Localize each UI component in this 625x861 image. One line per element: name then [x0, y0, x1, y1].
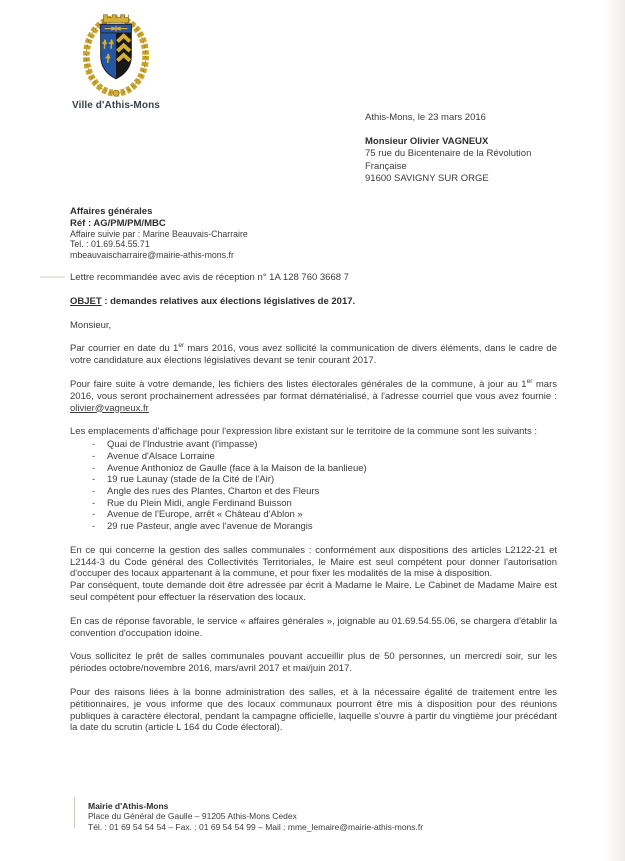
list-item — [70, 463, 557, 475]
footer-contact: Tél. : 01 69 54 54 54 – Fax. : 01 69 54 54 99 – Mail : mme_lemaire@mairie-athis-mons.fr — [88, 821, 424, 832]
subject-label: OBJET — [70, 295, 102, 307]
recipient-address-line: Française — [365, 160, 407, 172]
date-recipient-block — [365, 112, 531, 186]
sender-block — [70, 206, 248, 260]
locations-list — [70, 439, 557, 533]
list-item — [70, 498, 557, 510]
list-item — [70, 521, 557, 533]
recipient-address-line: 91600 SAVIGNY SUR ORGE — [365, 173, 489, 184]
location-text: 19 rue Launay (stade de la Cité de l'Air) — [107, 474, 275, 486]
superscript: er — [526, 377, 533, 385]
footer-address: Place du Général de Gaulle – 91205 Athis-Mons Cedex — [88, 811, 297, 822]
subject-text: : demandes relatives aux élections législatives de 2017. — [101, 295, 356, 307]
location-text: 29 rue Pasteur, angle avec l'avenue de Morangis — [107, 521, 313, 533]
location-text: Rue du Plein Midi, angle Ferdinand Buisson — [107, 497, 292, 509]
sender-contact-name: Affaire suivie par : Marine Beauvais-Charraire — [70, 229, 248, 239]
list-dash: - — [92, 462, 96, 474]
list-dash: - — [92, 497, 96, 509]
sender-email: mbeauvaischarraire@mairie-athis-mons.fr — [70, 249, 234, 260]
location-text: Avenue de l'Europe, arrêt « Château d'Ablon » — [107, 509, 303, 521]
footer-name: Mairie d'Athis-Mons — [88, 801, 169, 811]
scan-artifact-line — [74, 797, 75, 828]
list-dash: - — [92, 485, 96, 497]
list-item — [70, 451, 557, 463]
sender-phone: Tel. : 01.69.54.55.71 — [70, 239, 150, 250]
paragraph-courrier: Par courrier en date du 1er mars 2016, vous avez sollicité la communication de divers éléments, dans le cadre de votre candidature aux élections législatives devant se tenir courant 2017. — [70, 342, 557, 367]
list-item — [70, 509, 557, 521]
salutation: Monsieur, — [70, 319, 112, 331]
superscript: er — [178, 342, 185, 350]
coat-of-arms-icon — [79, 8, 153, 98]
date-line: Athis-Mons, le 23 mars 2016 — [365, 112, 486, 123]
recipient-address-line: 75 rue du Bicentenaire de la Révolution — [365, 148, 532, 159]
list-item — [70, 486, 557, 498]
sender-reference: Réf : AG/PM/PM/MBC — [70, 217, 166, 229]
paragraph-pret-salles: Vous sollicitez le prêt de salles communales pouvant accueillir plus de 50 personnes, un mercredi soir, sur les périodes octobre/novembre 2016, mars/avril 2017 et mai/juin 2017. — [70, 651, 557, 675]
list-item — [70, 474, 557, 486]
recipient-block — [365, 136, 531, 186]
paragraph-campagne: Pour des raisons liées à la bonne administration des salles, et à la nécessaire égalité de traitement entre les pétitionnaires, je vous informe que des locaux communaux pourront être mis à disposition pour des réunions publiques à caractère électoral, pendant la campagne officielle, laquelle s'ouvre à partir du vingtième jour précédant la date du scrutin (article L 164 du Code électoral). — [70, 686, 557, 734]
registered-mail-line: Lettre recommandée avec avis de réception n° 1A 128 760 3668 7 — [70, 272, 349, 283]
list-dash: - — [92, 439, 96, 451]
list-dash: - — [92, 509, 96, 521]
city-name: Ville d'Athis-Mons — [72, 100, 160, 111]
letter-footer — [88, 801, 423, 832]
list-dash: - — [92, 450, 96, 462]
scan-artifact-smudge — [40, 276, 65, 278]
location-text: Avenue Anthonioz de Gaulle (face à la Maison de la banlieue) — [107, 462, 367, 474]
paragraph-reponse-favorable: En cas de réponse favorable, le service « affaires générales », joignable au 01.69.54.55.06, se chargera d'établir la convention d'occupation idoine. — [70, 615, 557, 639]
list-dash: - — [92, 474, 96, 486]
location-text: Angle des rues des Plantes, Charton et des Fleurs — [107, 485, 320, 497]
recipient-email-link[interactable]: olivier@vagneux.fr — [70, 402, 149, 414]
subject-line — [70, 296, 557, 308]
paragraph-salles: En ce qui concerne la gestion des salles communales : conformément aux dispositions des articles L2122-21 et L2144-3 du Code général des Collectivités Territoriales, le Maire est seul compétent pour donner l'autorisation d'occuper des locaux appartenant à la commune, et pour fixer les modalités de la mise à disposition. Par conséquent, toute demande doit être adressée par écrit à Madame le Maire. Le Cabinet de Madame Maire est seul compétent pour effectuer la réservation des locaux. — [70, 544, 557, 603]
recipient-name: Monsieur Olivier VAGNEUX — [365, 135, 489, 147]
location-text: Quai de l'Industrie avant (l'impasse) — [107, 439, 258, 451]
location-text: Avenue d'Alsace Lorraine — [107, 450, 215, 462]
list-dash: - — [92, 521, 96, 533]
city-logo-block — [62, 8, 170, 111]
paragraph-fichiers: Pour faire suite à votre demande, les fichiers des listes électorales générales de la commune, à jour au 1er mars 2016, vous seront prochainement adressées par format dématérialisé, à l'adresse courriel que vous avez fournie : olivier@vagneux.fr — [70, 377, 557, 414]
sender-service: Affaires générales — [70, 206, 153, 217]
list-item — [70, 439, 557, 451]
paragraph-emplacements-intro: Les emplacements d'affichage pour l'expression libre existant sur le territoire de la commune sont les suivants : — [70, 426, 538, 438]
letter-body — [70, 272, 557, 746]
